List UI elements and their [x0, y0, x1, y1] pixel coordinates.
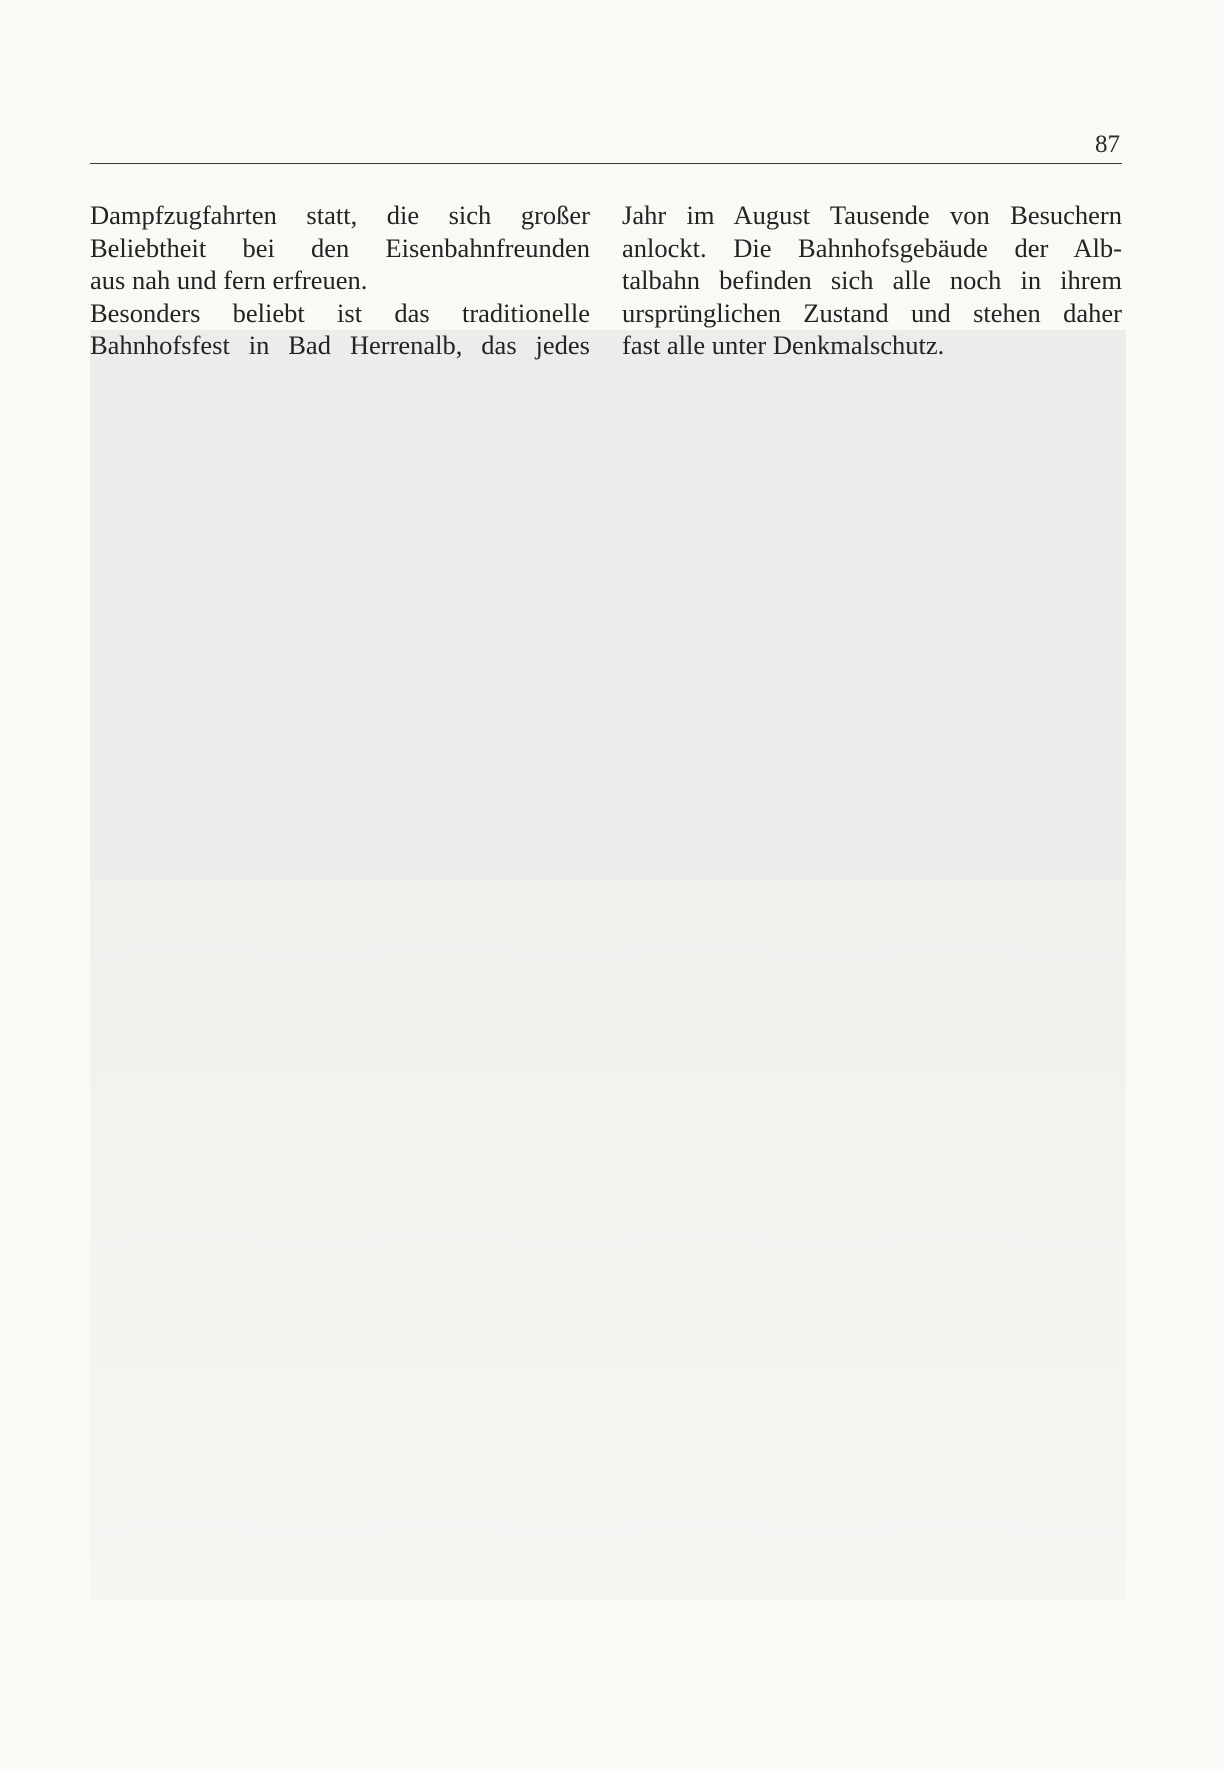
- text-column-left: [90, 199, 590, 362]
- text-line: talbahn befinden sich alle noch in ihrem: [622, 265, 1122, 295]
- text-line: Jahr im August Tausende von Besuchern: [622, 200, 1122, 230]
- show-through-area: [90, 880, 1126, 1600]
- text-line: aus nah und fern erfreuen.: [90, 265, 368, 295]
- text-line: Bahnhofsfest in Bad Herrenalb, das jedes: [90, 330, 590, 360]
- page-number: 87: [1095, 131, 1120, 158]
- text-line: Dampfzugfahrten statt, die sich großer: [90, 200, 590, 230]
- text-line: fast alle unter Denkmalschutz.: [622, 330, 945, 360]
- text-line: ursprünglichen Zustand und stehen daher: [622, 297, 1122, 328]
- text-column-right: [622, 199, 1122, 362]
- text-line: Besonders beliebt ist das traditionelle: [90, 297, 590, 328]
- header-rule: [90, 163, 1122, 164]
- image-area: [90, 330, 1126, 910]
- text-line: anlockt. Die Bahnhofsgebäude der Alb-: [622, 232, 1122, 263]
- text-line: Beliebtheit bei den Eisenbahnfreunden: [90, 232, 590, 263]
